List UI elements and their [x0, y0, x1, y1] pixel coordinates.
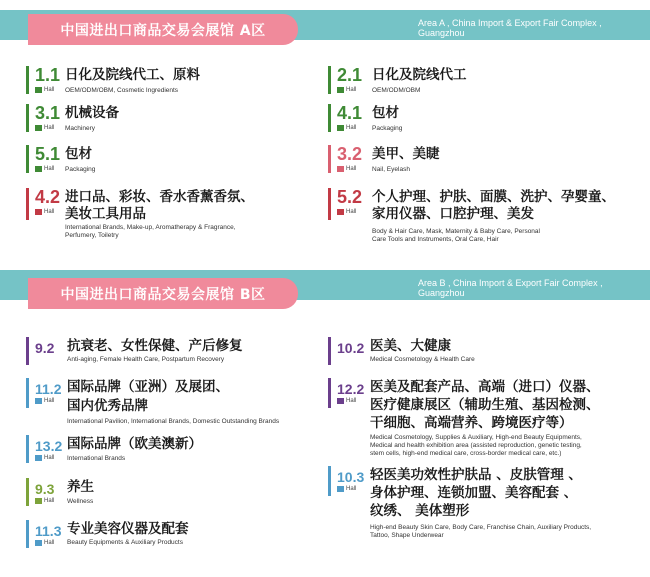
hall-10-3-name-en-line2: Tattoo, Shape Underwear [370, 532, 444, 539]
hall-4-2-name-line1: 进口品、彩妆、香水香薰香氛、 [65, 189, 254, 205]
hall-icon [35, 498, 42, 504]
hall-9-2-number: 9.2 [35, 340, 55, 356]
hall-4-1-name-en: Packaging [372, 125, 403, 132]
hall-1-1 [26, 66, 316, 94]
hall-2-1-hall-label: Hall [337, 87, 356, 93]
hall-3-2-name: 美甲、美睫 [372, 146, 440, 162]
hall-10-3-name-en-line1: High-end Beauty Skin Care, Body Care, Franchise Chain, Auxiliary Products, [370, 524, 592, 531]
hall-9-2-name: 抗衰老、女性保健、产后修复 [67, 338, 243, 354]
hall-10-2-name: 医美、大健康 [370, 338, 451, 354]
hall-5-1-number: 5.1 [35, 144, 61, 164]
hall-4-1-number: 4.1 [337, 103, 363, 123]
hall-icon [35, 209, 42, 215]
hall-10-3-name-line2: 身体护理、连锁加盟、美容配套 、 [370, 485, 578, 501]
hall-11-2 [26, 378, 326, 428]
hall-2-1 [328, 66, 628, 94]
hall-9-3-hall-label: Hall [35, 498, 54, 504]
hall-2-1-name-en: OEM/ODM/OBM [372, 87, 421, 94]
hall-9-2 [26, 337, 326, 365]
hall-10-2-bar [328, 337, 331, 365]
hall-icon [337, 125, 344, 131]
hall-12-2 [328, 378, 643, 460]
hall-9-3-name-en: Wellness [67, 498, 94, 505]
hall-2-1-bar [328, 66, 331, 94]
hall-5-2 [328, 188, 638, 244]
hall-3-1-name: 机械设备 [65, 105, 119, 121]
hall-3-1-bar [26, 104, 29, 132]
hall-13-2 [26, 435, 326, 463]
section-b-subtitle: Area B , China Import & Export Fair Complex , Guangzhou [418, 278, 603, 298]
hall-13-2-name-en: International Brands [67, 455, 126, 462]
hall-4-2-hall-label: Hall [35, 209, 54, 215]
hall-4-2-bar [26, 188, 29, 220]
hall-5-2-number: 5.2 [337, 187, 363, 207]
hall-5-1-bar [26, 145, 29, 173]
hall-13-2-name: 国际品牌（欧美澳新） [67, 436, 202, 452]
hall-10-3-bar [328, 466, 331, 496]
hall-9-2-bar [26, 337, 29, 365]
hall-1-1-hall-label: Hall [35, 87, 54, 93]
hall-10-3-number: 10.3 [337, 469, 365, 485]
hall-4-1-bar [328, 104, 331, 132]
section-a-title-pill [28, 14, 298, 45]
hall-4-2-name-line2: 美妆工具用品 [65, 206, 146, 222]
hall-icon [337, 486, 344, 492]
hall-5-2-hall-label: Hall [337, 209, 356, 215]
hall-4-1-hall-label: Hall [337, 125, 356, 131]
hall-9-3-name: 养生 [67, 479, 94, 495]
hall-12-2-name-en-line1: Medical Cosmetology, Supplies & Auxiliary, High-end Beauty Equipments, [370, 434, 582, 441]
hall-5-2-name-en-line1: Body & Hair Care, Mask, Maternity & Baby Care, Personal [372, 228, 540, 235]
hall-9-3 [26, 478, 326, 506]
hall-1-1-name: 日化及院线代工、原料 [65, 67, 200, 83]
hall-3-2-hall-label: Hall [337, 166, 356, 172]
section-a-title: 中国进出口商品交易会展馆 A区 [60, 22, 266, 39]
hall-icon [337, 398, 344, 404]
hall-11-2-name-line1: 国际品牌（亚洲）及展团、 [67, 379, 229, 395]
hall-icon [337, 166, 344, 172]
hall-10-2-number: 10.2 [337, 340, 365, 356]
hall-11-3-hall-label: Hall [35, 540, 54, 546]
hall-11-2-hall-label: Hall [35, 398, 54, 404]
hall-11-2-name-en: International Pavilion, International Brands, Domestic Outstanding Brands [67, 418, 280, 425]
hall-1-1-number: 1.1 [35, 65, 61, 85]
hall-11-3-bar [26, 520, 29, 548]
hall-4-2-number: 4.2 [35, 187, 61, 207]
hall-5-2-bar [328, 188, 331, 220]
hall-4-2-name-en-line2: Perfumery, Toiletry [65, 232, 119, 239]
hall-4-1-name: 包材 [372, 105, 399, 121]
hall-icon [337, 87, 344, 93]
hall-5-2-name-line2: 家用仪器、口腔护理、美发 [372, 206, 534, 222]
hall-13-2-bar [26, 435, 29, 463]
hall-13-2-hall-label: Hall [35, 455, 54, 461]
hall-3-2 [328, 145, 628, 173]
hall-icon [35, 87, 42, 93]
section-b-title: 中国进出口商品交易会展馆 B区 [60, 286, 266, 303]
hall-4-1 [328, 104, 628, 132]
hall-3-2-number: 3.2 [337, 144, 363, 164]
hall-2-1-number: 2.1 [337, 65, 363, 85]
hall-1-1-name-en: OEM/ODM/OBM, Cosmetic Ingredients [65, 87, 179, 94]
hall-12-2-name-line2: 医疗健康展区（辅助生殖、基因检测、 [370, 397, 600, 413]
hall-10-3-name-line1: 轻医美功效性护肤品 、皮肤管理 、 [370, 467, 582, 483]
hall-3-1-hall-label: Hall [35, 125, 54, 131]
hall-11-3-number: 11.3 [35, 523, 62, 539]
hall-4-2 [26, 188, 326, 238]
hall-icon [35, 166, 42, 172]
hall-3-1-name-en: Machinery [65, 125, 95, 132]
hall-5-1-name-en: Packaging [65, 166, 96, 173]
hall-12-2-name-en-line2: Medical and health exhibition area (assisted reproduction, genetic testing, [370, 442, 582, 449]
hall-icon [337, 209, 344, 215]
hall-9-2-name-en: Anti-aging, Female Health Care, Postpartum Recovery [67, 356, 225, 363]
hall-3-2-name-en: Nail, Eyelash [372, 166, 410, 173]
hall-10-2-name-en: Medical Cosmetology & Health Care [370, 356, 475, 363]
hall-icon [35, 455, 42, 461]
hall-3-2-bar [328, 145, 331, 173]
hall-3-1-number: 3.1 [35, 103, 61, 123]
hall-12-2-name-line1: 医美及配套产品、高端（进口）仪器、 [370, 379, 600, 395]
hall-11-3 [26, 520, 326, 548]
hall-5-2-name-en-line2: Care Tools and Instruments, Oral Care, Hair [372, 236, 499, 243]
hall-1-1-bar [26, 66, 29, 94]
hall-10-3-hall-label: Hall [337, 486, 356, 492]
hall-5-1-name: 包材 [65, 146, 92, 162]
hall-12-2-hall-label: Hall [337, 398, 356, 404]
hall-12-2-bar [328, 378, 331, 408]
hall-11-2-number: 11.2 [35, 381, 62, 397]
hall-11-3-name: 专业美容仪器及配套 [67, 521, 189, 537]
hall-11-3-name-en: Beauty Equipments & Auxiliary Products [67, 539, 183, 546]
hall-3-1 [26, 104, 316, 132]
hall-10-3-name-line3: 纹绣、 美体塑形 [370, 503, 470, 519]
hall-13-2-number: 13.2 [35, 438, 63, 454]
hall-12-2-number: 12.2 [337, 381, 365, 397]
hall-9-3-number: 9.3 [35, 481, 55, 497]
hall-10-3 [328, 466, 643, 546]
hall-2-1-name: 日化及院线代工 [372, 67, 467, 83]
hall-icon [35, 125, 42, 131]
hall-12-2-name-en-line3: stem cells, high-end medical care, cross-border medical care, etc.) [370, 450, 562, 457]
hall-5-1 [26, 145, 316, 173]
section-b-title-pill [28, 278, 298, 309]
hall-4-2-name-en-line1: International Brands, Make-up, Aromatherapy & Fragrance, [65, 224, 236, 231]
hall-5-1-hall-label: Hall [35, 166, 54, 172]
hall-10-2 [328, 337, 628, 365]
hall-icon [35, 398, 42, 404]
hall-5-2-name-line1: 个人护理、护肤、面膜、洗护、孕婴童、 [372, 189, 615, 205]
hall-9-3-bar [26, 478, 29, 506]
section-a-subtitle: Area A , China Import & Export Fair Complex , Guangzhou [418, 18, 602, 38]
hall-icon [35, 540, 42, 546]
hall-12-2-name-line3: 干细胞、高端营养、跨境医疗等） [370, 415, 573, 431]
hall-11-2-bar [26, 378, 29, 408]
hall-11-2-name-line2: 国内优秀品牌 [67, 398, 148, 414]
